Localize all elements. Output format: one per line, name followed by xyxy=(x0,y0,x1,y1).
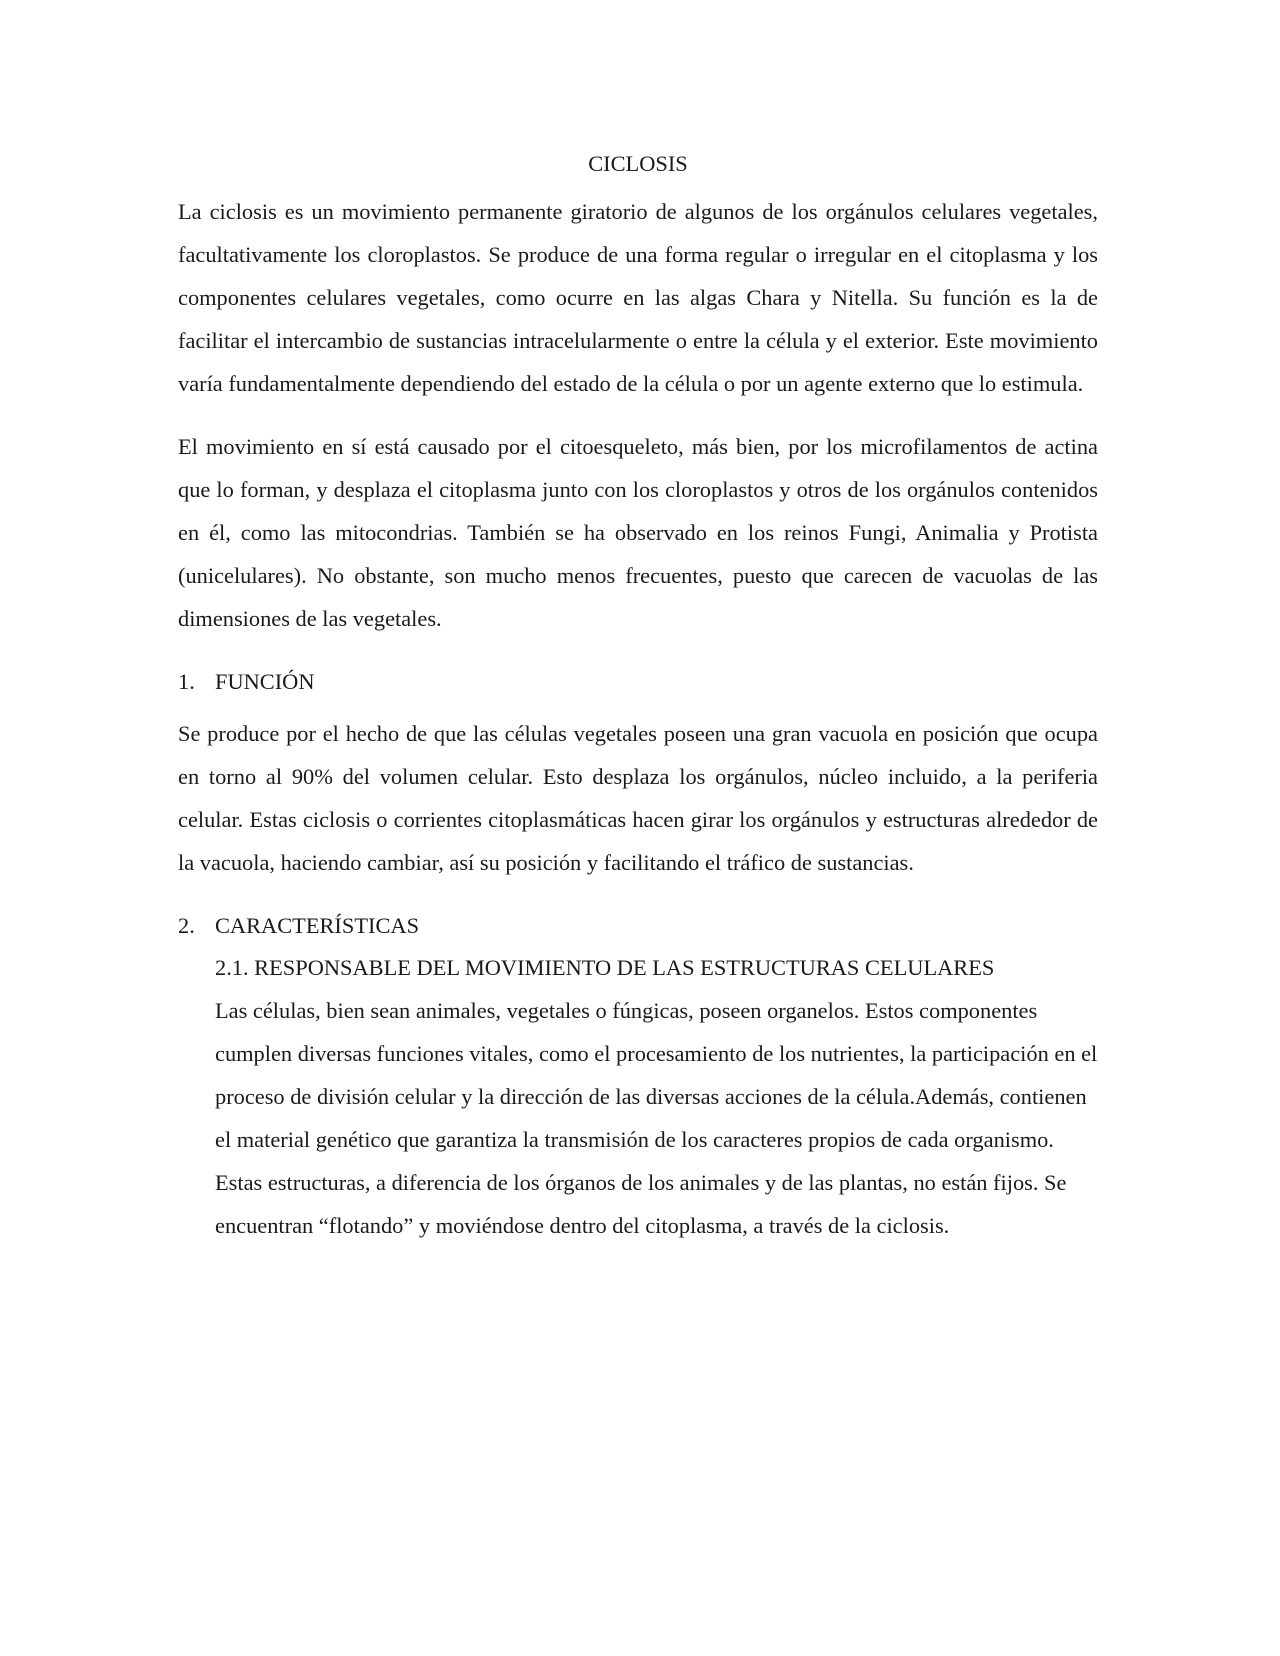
section-heading-caracteristicas xyxy=(178,904,1098,947)
document-page xyxy=(178,142,1098,1247)
subsection-paragraph: Las células, bien sean animales, vegetales o fúngicas, poseen organelos. Estos componentes cumplen diversas funciones vitales, como el procesamiento de los nutrientes, la participación en el proceso de división celular y la dirección de las diversas acciones de la célula.Además, contienen el material genético que garantiza la transmisión de los caracteres propios de cada organismo. Estas estructuras, a diferencia de los órganos de los animales y de las plantas, no están fijos. Se encuentran “flotando” y moviéndose dentro del citoplasma, a través de la ciclosis. xyxy=(215,998,1098,1238)
document-title: CICLOSIS xyxy=(588,151,688,176)
subsection-2-1 xyxy=(215,946,1098,1247)
section-funcion-paragraph: Se produce por el hecho de que las células vegetales poseen una gran vacuola en posición que ocupa en torno al 90% del volumen celular. Esto desplaza los orgánulos, núcleo incluido, a la periferia celular. Estas ciclosis o corrientes citoplasmáticas hacen girar los orgánulos y estructuras alrededor de la vacuola, haciendo cambiar, así su posición y facilitando el tráfico de sustancias. xyxy=(178,721,1098,875)
section-heading-text: FUNCIÓN xyxy=(215,669,315,694)
section-caracteristicas xyxy=(178,904,1098,1247)
section-number: 2. xyxy=(178,913,195,938)
section-heading-funcion xyxy=(178,660,1098,703)
subsection-heading: 2.1. RESPONSABLE DEL MOVIMIENTO DE LAS ESTRUCTURAS CELULARES xyxy=(215,955,995,980)
intro-paragraph-2: El movimiento en sí está causado por el citoesqueleto, más bien, por los microfilamentos de actina que lo forman, y desplaza el citoplasma junto con los cloroplastos y otros de los orgánulos contenidos en él, como las mitocondrias. También se ha observado en los reinos Fungi, Animalia y Protista (unicelulares). No obstante, son mucho menos frecuentes, puesto que carecen de vacuolas de las dimensiones de las vegetales. xyxy=(178,434,1098,631)
section-number: 1. xyxy=(178,669,195,694)
section-heading-text: CARACTERÍSTICAS xyxy=(215,913,420,938)
intro-paragraph-1: La ciclosis es un movimiento permanente giratorio de algunos de los orgánulos celulares vegetales, facultativamente los cloroplastos. Se produce de una forma regular o irregular en el citoplasma y los componentes celulares vegetales, como ocurre en las algas Chara y Nitella. Su función es la de facilitar el intercambio de sustancias intracelularmente o entre la célula y el exterior. Este movimiento varía fundamentalmente dependiendo del estado de la célula o por un agente externo que lo estimula. xyxy=(178,199,1098,396)
section-funcion xyxy=(178,660,1098,884)
